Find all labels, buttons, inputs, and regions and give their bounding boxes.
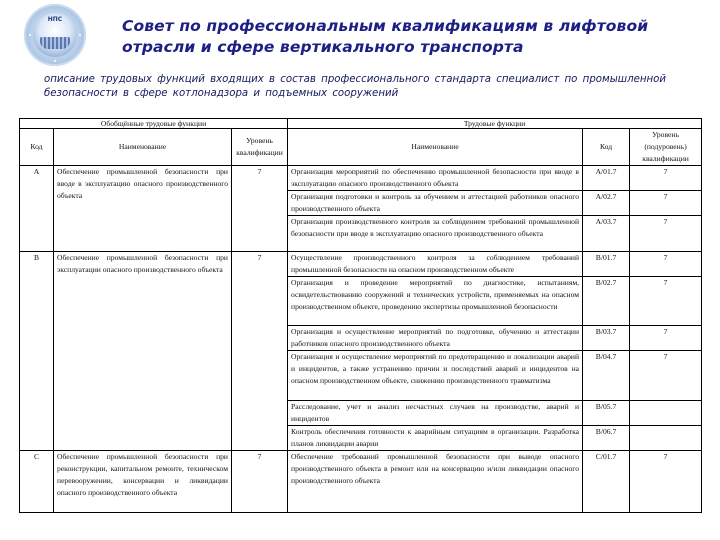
tf-code-cell: C/01.7 bbox=[583, 451, 630, 513]
tf-name-cell: Организация подготовки и контроль за обучением и аттестацией работников опасного производственного объекта bbox=[288, 191, 583, 216]
header-labor-functions: Трудовые функции bbox=[288, 119, 702, 129]
tf-level-cell: 7 bbox=[630, 252, 702, 277]
tf-level-cell bbox=[630, 426, 702, 451]
gen-name-cell: Обеспечение промышленной безопасности при реконструкции, капитальном ремонте, техническом перевооружении, консервации и ликвидации опасного производственного объекта bbox=[54, 451, 232, 513]
tf-name-cell: Осуществление производственного контроля за соблюдением требований промышленной безопасности на опасном производственном объекте bbox=[288, 252, 583, 277]
tf-code-cell: B/03.7 bbox=[583, 326, 630, 351]
header-tf-level: Уровень (подуровень) квалификации bbox=[630, 129, 702, 166]
emblem-dot bbox=[79, 34, 81, 36]
tf-level-cell: 7 bbox=[630, 191, 702, 216]
tf-name-cell: Контроль обеспечения готовности к аварийным ситуациям в организации. Разработка планов ликвидации аварии bbox=[288, 426, 583, 451]
emblem-abbreviation: НПС bbox=[47, 16, 63, 23]
tf-name-cell: Обеспечение требований промышленной безопасности при выводе опасного производственного объекта в ремонт или на консервацию и/или ликвидации опасного производственного объекта bbox=[288, 451, 583, 513]
page-subtitle: описание трудовых функций входящих в состав профессионального стандарта специалист по промышленной безопасности в сфере котлонадзора и подъемных сооружений bbox=[44, 74, 667, 99]
table-row bbox=[20, 252, 702, 277]
tf-level-cell: 7 bbox=[630, 166, 702, 191]
tf-level-cell bbox=[630, 401, 702, 426]
tf-name-cell: Расследование, учет и анализ несчастных случаев на производстве, аварий и инцидентов bbox=[288, 401, 583, 426]
tf-name-cell: Организация и проведение мероприятий по диагностике, испытаниям, освидетельствованию сооружений и технических устройств, применяемых на опасном производственном объекте, проведению экспертизы промышленной безопасности bbox=[288, 277, 583, 326]
emblem-dot bbox=[29, 34, 31, 36]
gen-level-cell: 7 bbox=[232, 451, 288, 513]
gen-code-cell: C bbox=[20, 451, 54, 513]
labor-functions-table bbox=[19, 118, 702, 513]
tf-code-cell: B/01.7 bbox=[583, 252, 630, 277]
tf-level-cell: 7 bbox=[630, 351, 702, 401]
header-generalized-functions: Обобщённые трудовые функции bbox=[20, 119, 288, 129]
tf-code-cell: A/01.7 bbox=[583, 166, 630, 191]
header-gen-level: Уровень квалификации bbox=[232, 129, 288, 166]
header-gen-code bbox=[20, 129, 54, 166]
header-gen-name: Наименование bbox=[54, 129, 232, 166]
tf-code-cell: A/03.7 bbox=[583, 216, 630, 252]
gen-name-cell: Обеспечение промышленной безопасности при вводе в эксплуатацию опасного производственного объекта bbox=[54, 166, 232, 252]
tf-name-cell: Организация и осуществление мероприятий по подготовке, обучению и аттестации работников опасного производственного объекта bbox=[288, 326, 583, 351]
table-row bbox=[20, 451, 702, 513]
gen-code-cell: B bbox=[20, 252, 54, 451]
emblem-dot bbox=[54, 60, 56, 62]
gen-level-cell: 7 bbox=[232, 252, 288, 451]
tf-code-cell: B/05.7 bbox=[583, 401, 630, 426]
tf-level-cell: 7 bbox=[630, 451, 702, 513]
tf-code-cell: B/02.7 bbox=[583, 277, 630, 326]
tf-name-cell: Организация мероприятий по обеспечению промышленной безопасности при вводе в эксплуатацию опасного производственного объекта bbox=[288, 166, 583, 191]
tf-code-cell: B/04.7 bbox=[583, 351, 630, 401]
tf-code-cell: B/06.7 bbox=[583, 426, 630, 451]
gen-name-cell: Обеспечение промышленной безопасности при эксплуатации опасного производственного объекта bbox=[54, 252, 232, 451]
header-tf-code: Код bbox=[583, 129, 630, 166]
tf-level-cell: 7 bbox=[630, 277, 702, 326]
tf-code-cell: A/02.7 bbox=[583, 191, 630, 216]
tf-name-cell: Организация производственного контроля за соблюдением требований промышленной безопасности при вводе в эксплуатацию опасного производственного объекта bbox=[288, 216, 583, 252]
council-emblem-icon bbox=[24, 4, 86, 66]
header-gen-code-label: Код bbox=[30, 142, 43, 151]
gen-level-cell: 7 bbox=[232, 166, 288, 252]
header-tf-name: Наименование bbox=[288, 129, 583, 166]
tf-level-cell: 7 bbox=[630, 216, 702, 252]
tf-level-cell: 7 bbox=[630, 326, 702, 351]
tf-name-cell: Организация и осуществление мероприятий по предотвращению и локализации аварий и инцидентов, а также устранению причин и последствий аварий и инцидентов на опасном производственном объекте, снижению производственного травматизма bbox=[288, 351, 583, 401]
gen-code-cell: A bbox=[20, 166, 54, 252]
page-title: Совет по профессиональным квалификациям в лифтовой отрасли и сфере вертикального транспорта bbox=[122, 17, 649, 56]
table-row bbox=[20, 166, 702, 191]
